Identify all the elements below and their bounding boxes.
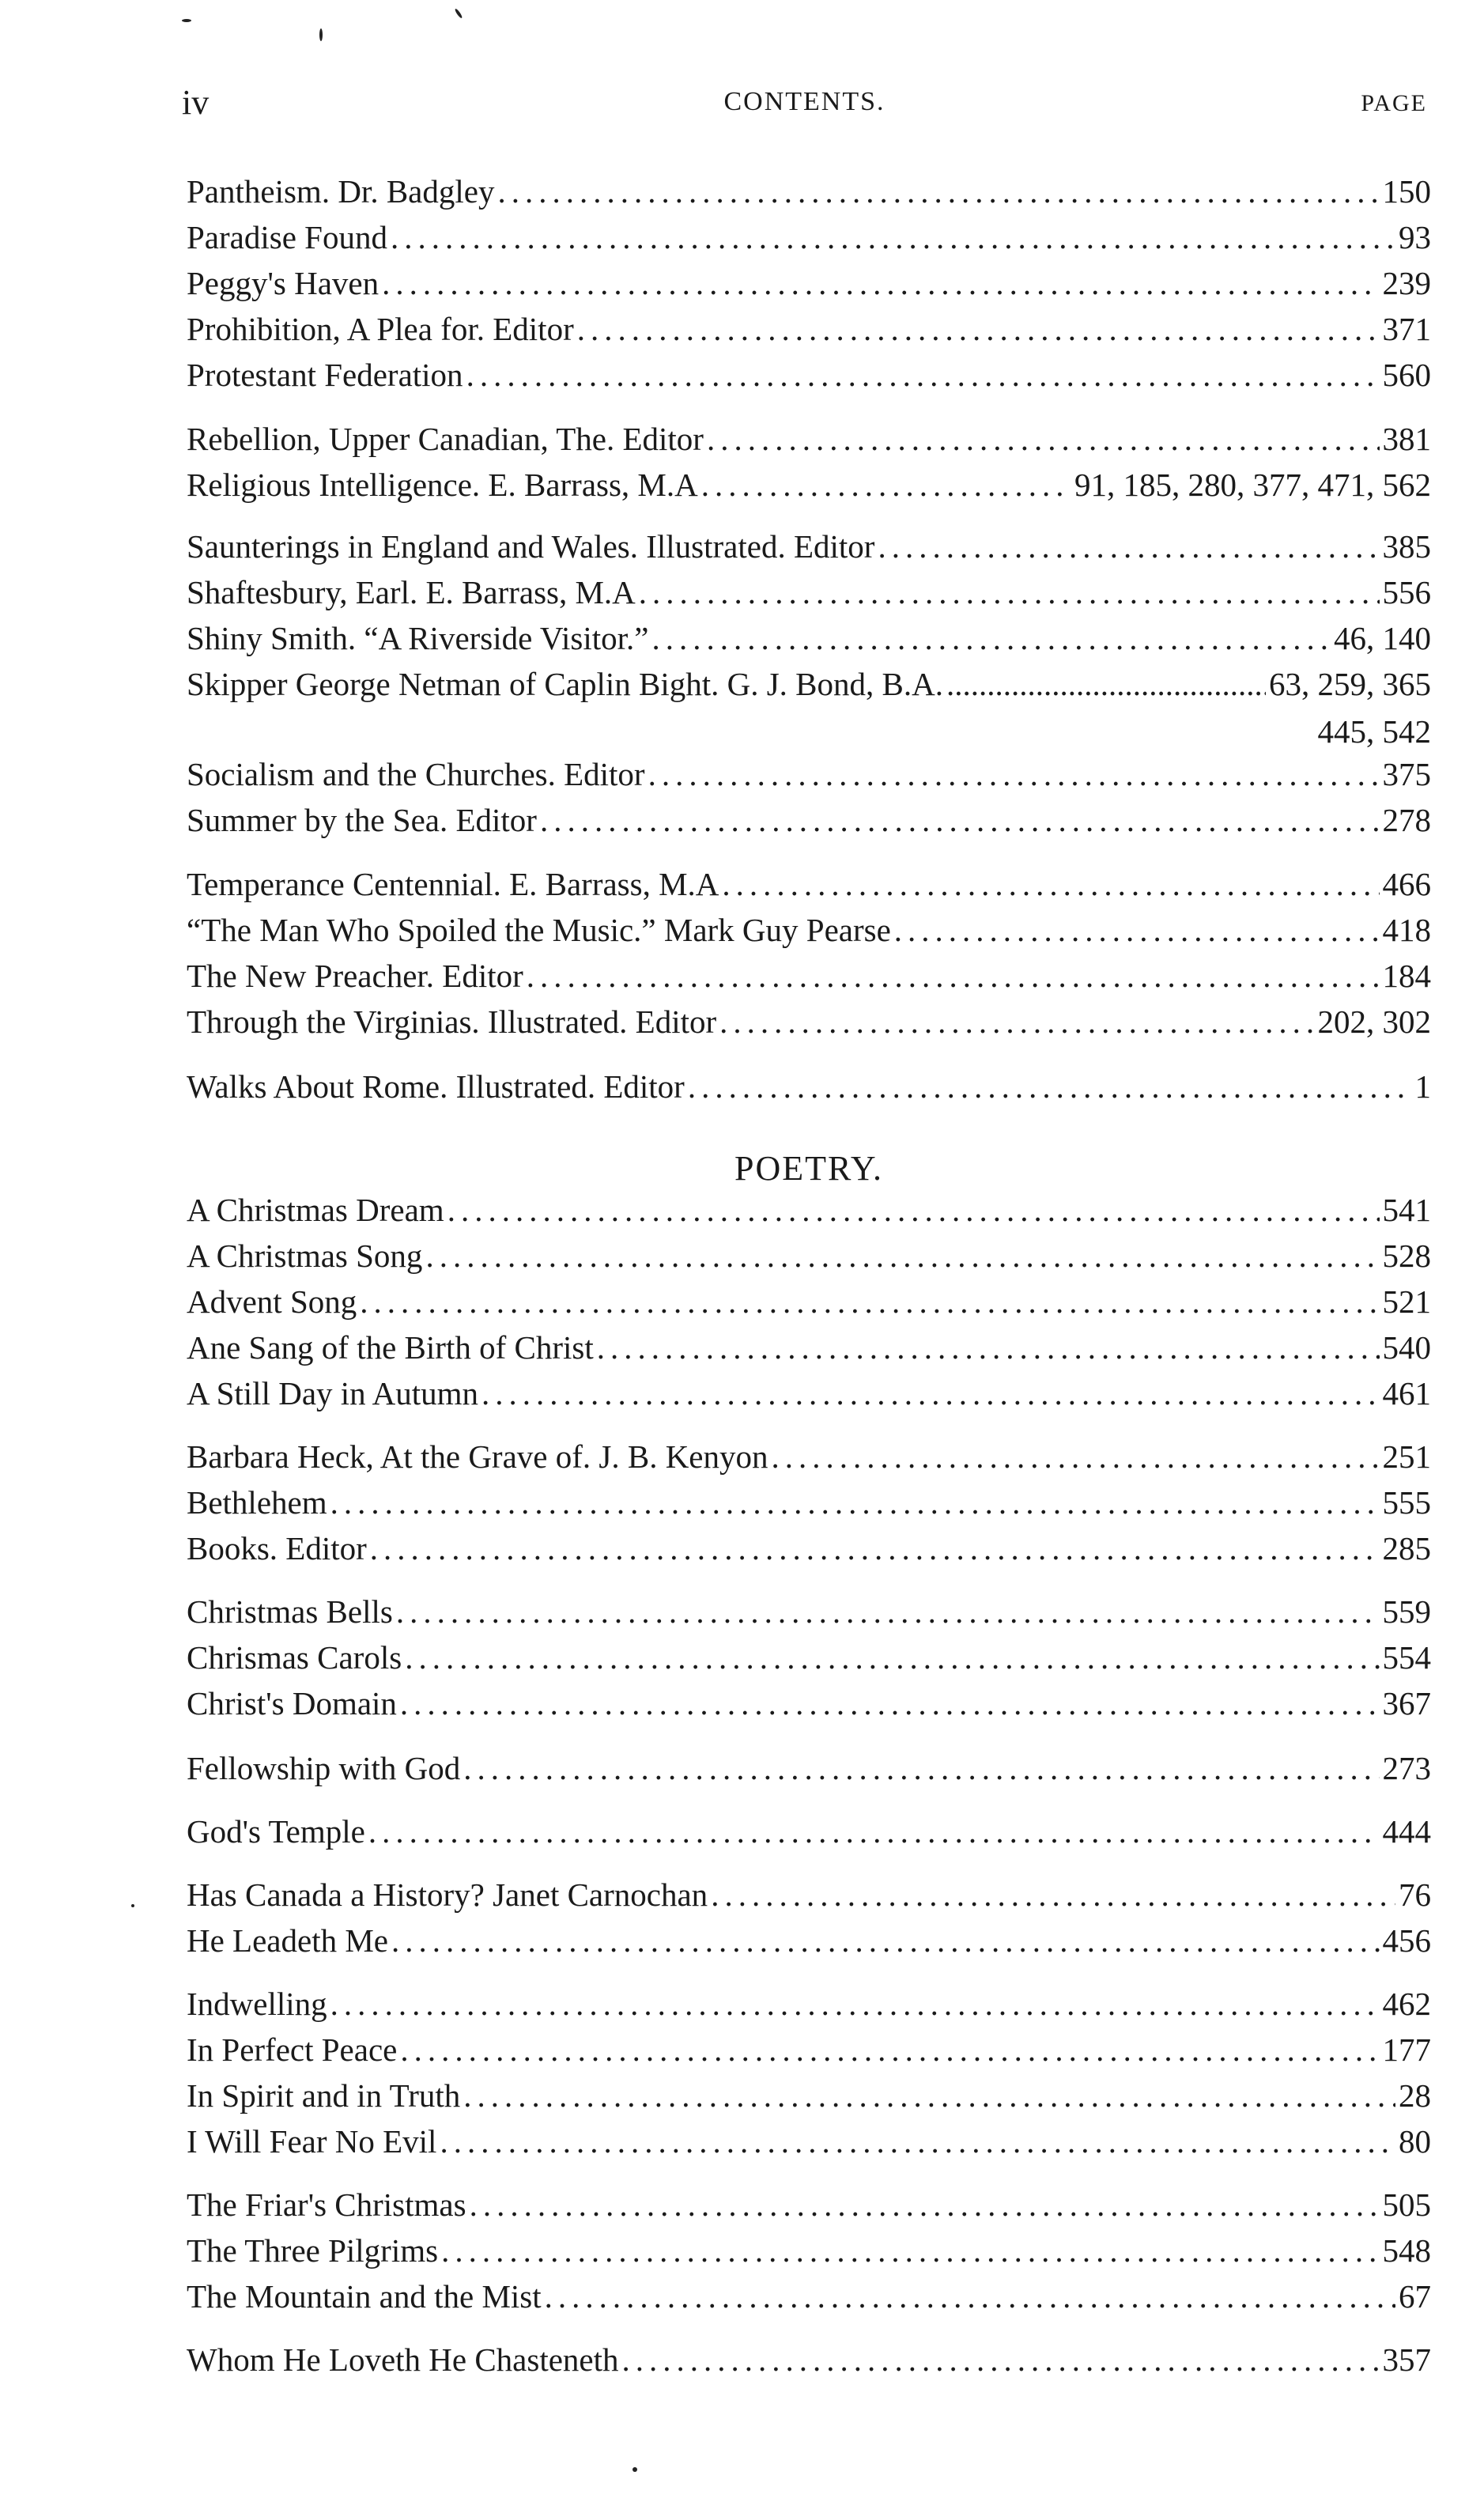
entry-title: “The Man Who Spoiled the Music.” Mark Guy Pearse	[187, 912, 891, 948]
entry-page: 418	[1382, 912, 1431, 948]
toc-entry	[187, 1068, 1431, 1113]
entry-title: I Will Fear No Evil	[187, 2123, 437, 2160]
entry-title: Indwelling	[187, 1986, 327, 2022]
entry-title: Religious Intelligence. E. Barrass, M.A	[187, 467, 698, 503]
entry-title: Whom He Loveth He Chasteneth	[187, 2341, 619, 2378]
entry-page: 63, 259, 365	[1269, 666, 1431, 702]
entry-title: Barbara Heck, At the Grave of. J. B. Kenyon	[187, 1438, 768, 1475]
toc-entry	[187, 1438, 1431, 1483]
entry-title: Socialism and the Churches. Editor	[187, 756, 645, 792]
toc-entry	[187, 172, 1431, 218]
entry-page: 554	[1382, 1639, 1431, 1676]
entry-title: The Three Pilgrims	[187, 2232, 439, 2269]
toc-entry	[187, 1749, 1431, 1795]
entry-page: 93	[1399, 219, 1431, 255]
entry-page: 456	[1382, 1922, 1431, 1959]
toc-entry	[187, 218, 1431, 264]
scan-speck	[454, 8, 463, 19]
entry-page: 466	[1382, 866, 1431, 902]
toc-entry	[187, 1638, 1431, 1684]
entry-title: Shiny Smith. “A Riverside Visitor.”	[187, 620, 649, 656]
toc-entry	[187, 801, 1431, 847]
entry-page: 375	[1382, 756, 1431, 792]
entry-page: 555	[1382, 1484, 1431, 1521]
scan-speck	[319, 28, 323, 41]
toc-entry	[187, 2232, 1431, 2277]
entry-page: 548	[1382, 2232, 1431, 2269]
entry-page: 251	[1382, 1438, 1431, 1475]
toc-entry	[187, 2077, 1431, 2122]
entry-page: 278	[1382, 802, 1431, 838]
poetry-heading: POETRY.	[734, 1149, 884, 1188]
entry-title: Protestant Federation	[187, 357, 463, 393]
entry-page: 381	[1382, 421, 1431, 457]
entry-page: 541	[1382, 1192, 1431, 1228]
entry-title: Prohibition, A Plea for. Editor	[187, 311, 574, 347]
entry-title: Paradise Found	[187, 219, 387, 255]
entry-page: 76	[1399, 1876, 1431, 1913]
entry-title: A Christmas Song	[187, 1238, 423, 1274]
entry-page: 80	[1399, 2123, 1431, 2160]
toc-entry	[187, 310, 1431, 356]
entry-page: 560	[1382, 357, 1431, 393]
entry-page: 357	[1382, 2341, 1431, 2378]
toc-entry	[187, 573, 1431, 619]
entry-title: The Mountain and the Mist	[187, 2278, 542, 2315]
entry-title: The New Preacher. Editor	[187, 958, 523, 994]
entry-title: Shaftesbury, Earl. E. Barrass, M.A	[187, 574, 636, 610]
toc-entry	[187, 1922, 1431, 1967]
entry-title: Saunterings in England and Wales. Illustrated. Editor	[187, 528, 875, 565]
entry-title: Ane Sang of the Birth of Christ	[187, 1329, 594, 1366]
entry-page: 150	[1382, 173, 1431, 210]
toc-entry	[187, 957, 1431, 1003]
entry-page: 67	[1399, 2278, 1431, 2315]
entry-page: 461	[1382, 1375, 1431, 1412]
entry-page: 559	[1382, 1593, 1431, 1630]
entry-title: Temperance Centennial. E. Barrass, M.A	[187, 866, 719, 902]
entry-page: 46, 140	[1334, 620, 1431, 656]
entry-page: 184	[1382, 958, 1431, 994]
toc-entry	[187, 1529, 1431, 1575]
entry-page: 462	[1382, 1986, 1431, 2022]
scan-speck	[131, 1904, 134, 1907]
entry-title: Summer by the Sea. Editor	[187, 802, 537, 838]
entry-page: 540	[1382, 1329, 1431, 1366]
entry-page: 505	[1382, 2186, 1431, 2223]
entry-page: 371	[1382, 311, 1431, 347]
entry-title: Skipper George Netman of Caplin Bight. G. J. Bond, B.A.	[187, 666, 943, 702]
entry-page: 273	[1382, 1750, 1431, 1786]
entry-page: 521	[1382, 1283, 1431, 1320]
entry-page: 91, 185, 280, 377, 471, 562	[1074, 467, 1431, 503]
toc-entry	[187, 1328, 1431, 1374]
entry-page: 1	[1414, 1068, 1431, 1105]
scan-speck	[632, 2467, 637, 2472]
toc-entry	[187, 264, 1431, 310]
scan-speck	[182, 19, 191, 22]
toc-entry	[187, 1237, 1431, 1283]
toc-entry	[187, 420, 1431, 466]
entry-page: 528	[1382, 1238, 1431, 1274]
toc-entry	[187, 1374, 1431, 1420]
entry-page: 28	[1399, 2077, 1431, 2114]
toc-entry	[187, 1283, 1431, 1328]
toc-entry	[187, 2277, 1431, 2323]
entry-page: 177	[1382, 2031, 1431, 2068]
entry-title: Books. Editor	[187, 1530, 367, 1566]
toc-entry	[187, 1593, 1431, 1638]
entry-title: Christmas Bells	[187, 1593, 393, 1630]
toc-entry	[187, 755, 1431, 801]
entry-page: 556	[1382, 574, 1431, 610]
entry-page: 385	[1382, 528, 1431, 565]
toc-entry	[187, 911, 1431, 957]
page-header	[182, 82, 1427, 130]
page-title: CONTENTS.	[723, 87, 885, 116]
toc-entry	[187, 2186, 1431, 2232]
toc-entry	[187, 1003, 1431, 1049]
toc-entry	[187, 466, 1431, 512]
entry-title: Chrismas Carols	[187, 1639, 402, 1676]
toc-entry	[187, 619, 1431, 665]
entry-title: Bethlehem	[187, 1484, 327, 1521]
entry-title: A Still Day in Autumn	[187, 1375, 479, 1412]
toc-entry	[187, 1684, 1431, 1730]
toc-entry	[187, 1985, 1431, 2031]
entry-title: In Perfect Peace	[187, 2031, 398, 2068]
page-column-label: PAGE	[1361, 90, 1427, 116]
entry-title: Walks About Rome. Illustrated. Editor	[187, 1068, 685, 1105]
toc-entry	[187, 356, 1431, 402]
entry-title: Peggy's Haven	[187, 265, 379, 301]
entry-title: Christ's Domain	[187, 1685, 397, 1721]
toc-entry	[187, 527, 1431, 573]
entry-title: The Friar's Christmas	[187, 2186, 466, 2223]
page-number: iv	[182, 83, 210, 122]
entry-page-continuation: 445, 542	[1317, 713, 1431, 750]
toc-entry	[187, 865, 1431, 911]
entry-title: Fellowship with God	[187, 1750, 461, 1786]
entry-title: A Christmas Dream	[187, 1192, 444, 1228]
entry-title: Through the Virginias. Illustrated. Editor	[187, 1003, 717, 1040]
toc-entry	[187, 665, 1431, 711]
toc-entry	[187, 1483, 1431, 1529]
toc-entry	[187, 2341, 1431, 2387]
toc-entry	[187, 1812, 1431, 1858]
entry-title: In Spirit and in Truth	[187, 2077, 461, 2114]
entry-title: God's Temple	[187, 1813, 365, 1850]
entry-title: Rebellion, Upper Canadian, The. Editor	[187, 421, 704, 457]
entry-page: 444	[1382, 1813, 1431, 1850]
toc-entry	[187, 1876, 1431, 1922]
entry-title: Pantheism. Dr. Badgley	[187, 173, 495, 210]
toc-entry	[187, 1191, 1431, 1237]
entry-title: Has Canada a History? Janet Carnochan	[187, 1876, 708, 1913]
toc-entry	[187, 2122, 1431, 2168]
toc-entry	[187, 2031, 1431, 2077]
entry-page: 202, 302	[1317, 1003, 1431, 1040]
entry-page: 239	[1382, 265, 1431, 301]
entry-page: 285	[1382, 1530, 1431, 1566]
entry-title: Advent Song	[187, 1283, 357, 1320]
entry-title: He Leadeth Me	[187, 1922, 388, 1959]
entry-page: 367	[1382, 1685, 1431, 1721]
